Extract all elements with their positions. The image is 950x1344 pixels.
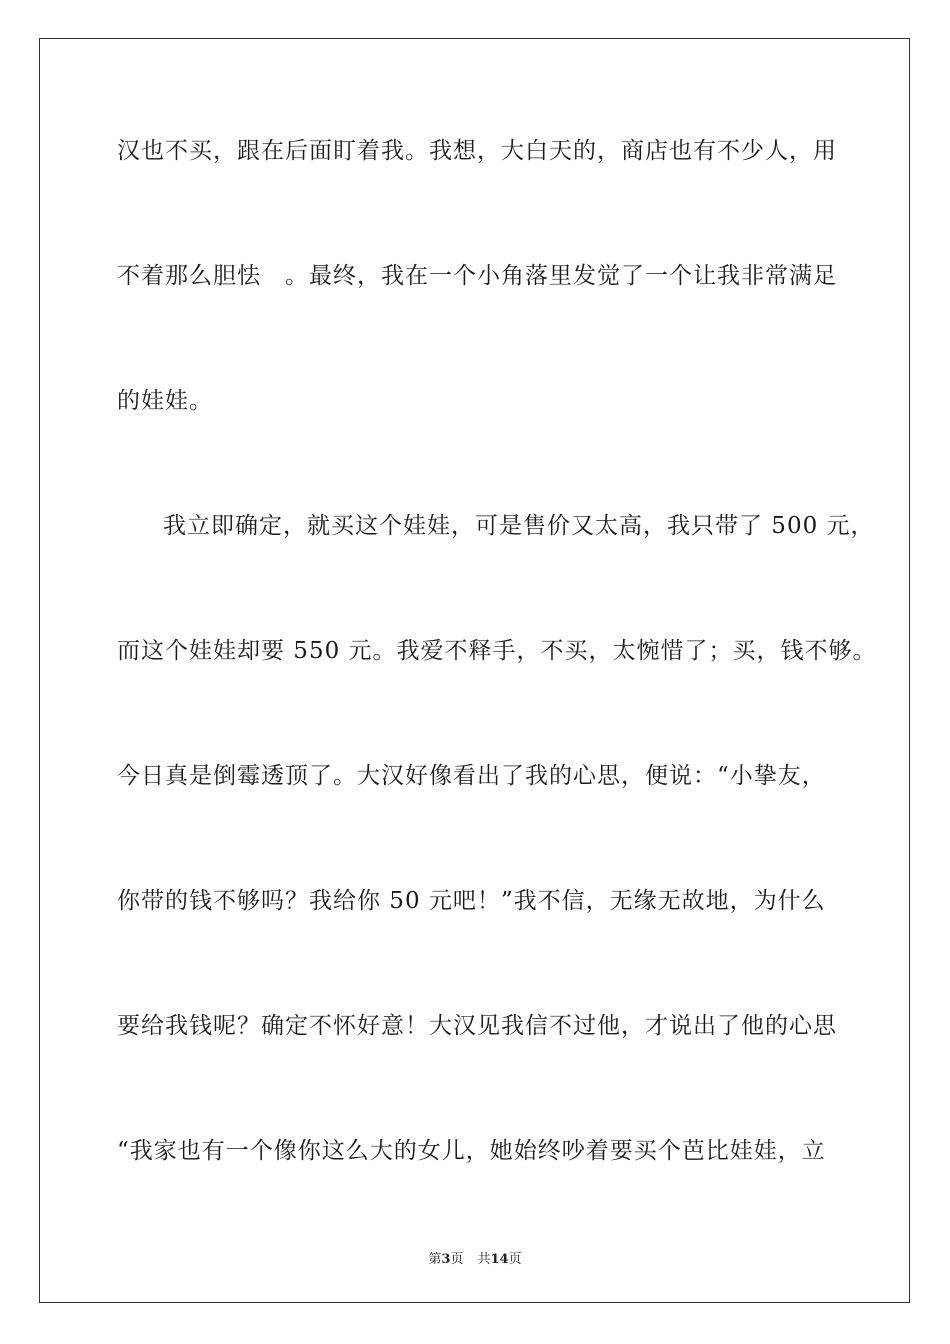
document-body bbox=[117, 128, 877, 1253]
text-line: “我家也有一个像你这么大的女儿，她始终吵着要买个芭比娃娃，立 bbox=[117, 1138, 826, 1164]
text-line: 今日真是倒霉透顶了。大汉好像看出了我的心思，便说：“小挚友， bbox=[117, 763, 826, 789]
footer-total-prefix: 共 bbox=[477, 1252, 491, 1267]
total-pages-number: 14 bbox=[490, 1252, 509, 1267]
text-line: 而这个娃娃却要 550 元。我爱不释手，不买，太惋惜了；买，钱不够。 bbox=[117, 638, 877, 664]
text-line: 汉也不买，跟在后面盯着我。我想，大白天的，商店也有不少人，用 bbox=[117, 138, 837, 164]
text-line: 不着那么胆怯 。最终，我在一个小角落里发觉了一个让我非常满足 bbox=[117, 263, 837, 289]
footer-page-suffix: 页 bbox=[450, 1252, 464, 1267]
paragraph-start-line: 我立即确定，就买这个娃娃，可是售价又太高，我只带了 500 元， bbox=[163, 513, 875, 539]
text-line: 要给我钱呢？确定不怀好意！大汉见我信不过他，才说出了他的心思 bbox=[117, 1013, 837, 1039]
text-line: 你带的钱不够吗？我给你 50 元吧！”我不信，无缘无故地，为什么 bbox=[117, 888, 826, 914]
current-page-number: 3 bbox=[441, 1252, 451, 1267]
footer-total-suffix: 页 bbox=[508, 1252, 522, 1267]
text-line: 的娃娃。 bbox=[117, 388, 213, 414]
footer-prefix: 第 bbox=[428, 1252, 442, 1267]
page-footer bbox=[0, 1248, 950, 1267]
